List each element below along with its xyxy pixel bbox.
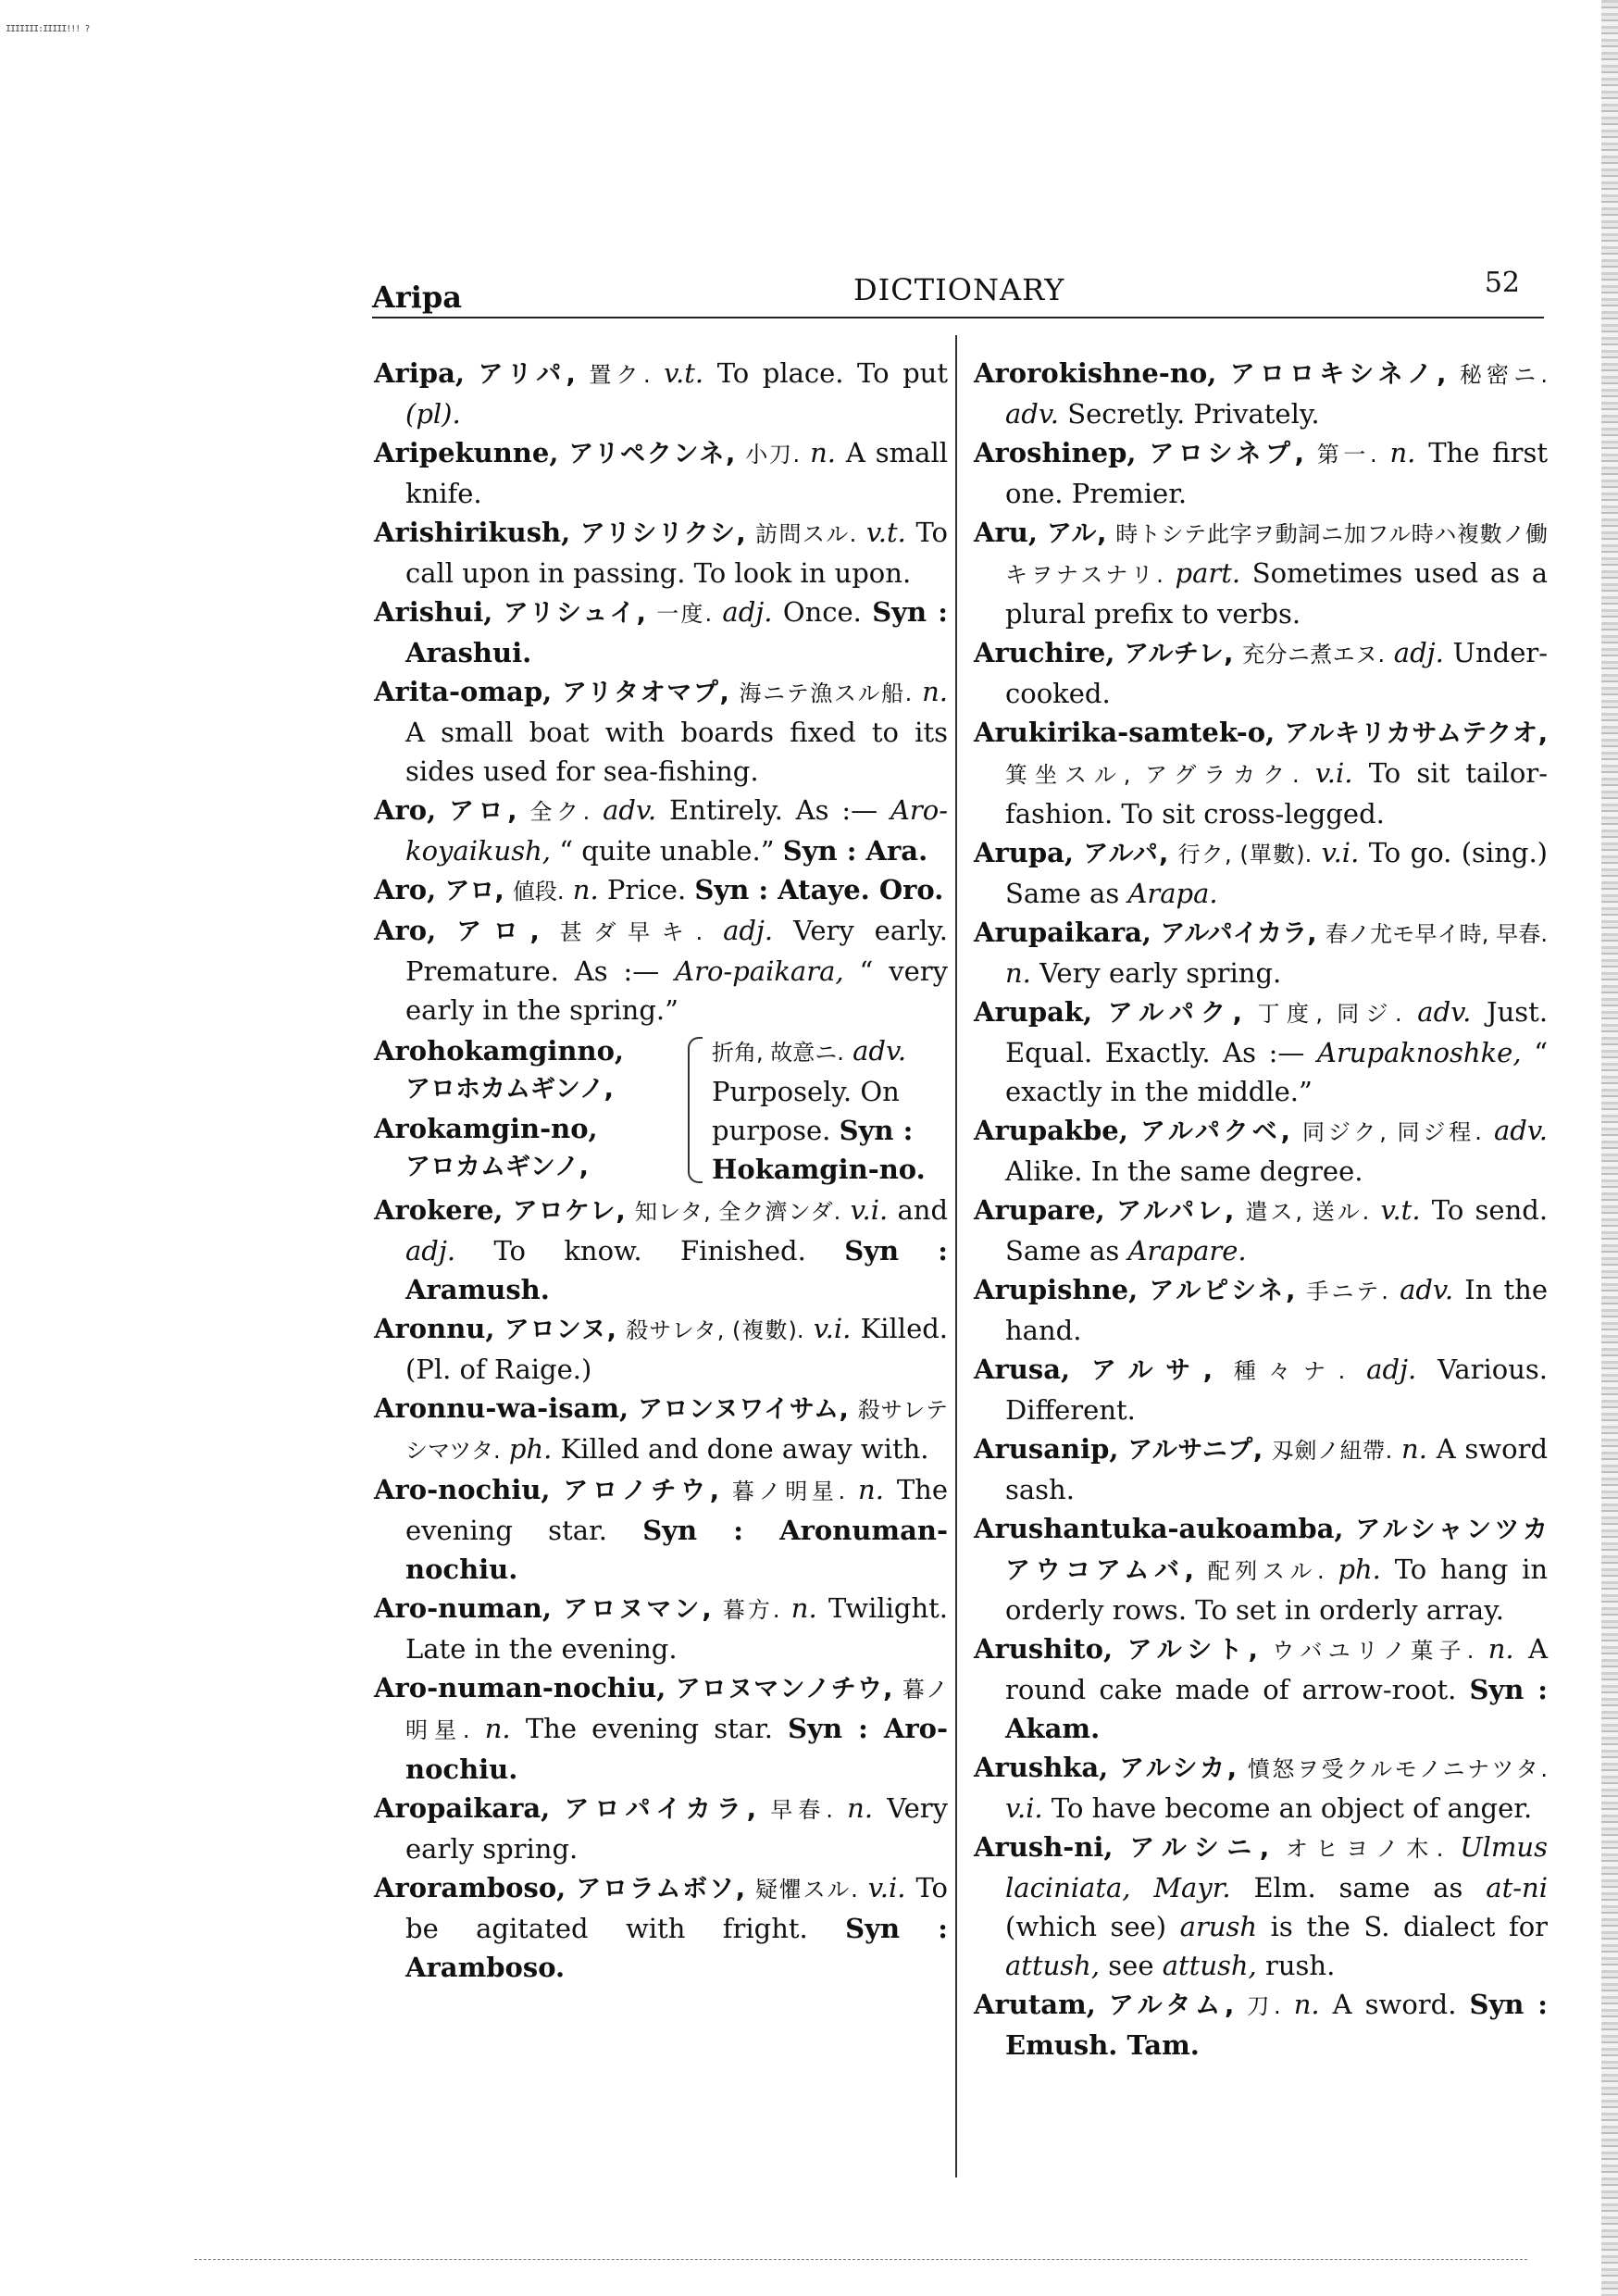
scan-mark: IIIIIII:IIIII!!! ? — [6, 24, 90, 34]
dictionary-entry — [974, 1629, 1548, 1748]
part-of-speech: v.i. — [867, 1872, 906, 1903]
dictionary-entry — [374, 433, 948, 513]
definition: A small knife. — [405, 437, 948, 509]
brace — [688, 1037, 703, 1183]
part-of-speech: n. — [1293, 1989, 1320, 2020]
japanese-gloss: 殺サレタ, (複數). — [626, 1317, 804, 1343]
dictionary-entry — [974, 833, 1548, 913]
part-of-speech: v.t. — [664, 357, 704, 389]
japanese-gloss: 置ク. — [589, 362, 651, 388]
headword: Aronnu, — [374, 1313, 495, 1344]
definition: Purposely. On purpose. — [712, 1076, 900, 1146]
japanese-gloss: 行ク, (單數). — [1177, 842, 1313, 867]
japanese-gloss: 丁度, 同ジ. — [1257, 1001, 1402, 1027]
example: Arapare. — [1127, 1235, 1247, 1267]
definition: The evening star. — [405, 1474, 949, 1546]
dictionary-entry — [974, 1509, 1548, 1629]
synonym: Syn : Ataye. Oro. — [694, 874, 944, 905]
japanese-gloss: 手ニテ. — [1306, 1279, 1388, 1304]
kana: アロパイカラ, — [564, 1795, 757, 1824]
part-of-speech: v.i. — [1321, 837, 1360, 868]
footer-rule — [194, 2259, 1527, 2260]
part-of-speech: n. — [858, 1474, 884, 1505]
headword: Arusanip, — [974, 1433, 1119, 1465]
definition: Just. Equal. Exactly. As :— — [1005, 996, 1549, 1068]
definition: The evening star. — [525, 1713, 773, 1744]
definition: Twilight. Late in the evening. — [405, 1592, 949, 1665]
definition: To have become an object of anger. — [1051, 1792, 1533, 1824]
japanese-gloss: 訪問スル. — [755, 521, 857, 547]
definition: Under-cooked. — [1005, 637, 1549, 709]
synonym: Syn : Aro-nochiu. — [405, 1713, 949, 1785]
kana: アリタオマプ, — [562, 679, 729, 707]
headword: Arorokishne-no, — [974, 357, 1217, 389]
kana: アロンヌワイサム, — [637, 1395, 849, 1424]
definition: To hang in orderly rows. To set in orderly array. — [1005, 1554, 1549, 1626]
definition: To go. (sing.) Same as — [1005, 837, 1548, 909]
definition: The first one. Premier. — [1005, 437, 1548, 509]
kana: アルキリカサムテクオ, — [1284, 719, 1549, 748]
part-of-speech: n. — [1487, 1633, 1514, 1665]
definition: A sword. — [1332, 1989, 1457, 2020]
kana: アリペクンネ, — [568, 440, 736, 468]
dictionary-entry — [374, 1389, 948, 1470]
kana: アルシカ, — [1119, 1754, 1237, 1783]
definition: “ quite unable.” — [559, 835, 775, 867]
part-of-speech: adj. — [1393, 637, 1444, 668]
dictionary-entry — [374, 1789, 948, 1868]
headword: Arusa, — [974, 1354, 1071, 1385]
synonym: Syn : Hokamgin-no. — [712, 1115, 926, 1185]
kana: アロンヌ, — [504, 1316, 616, 1344]
example: attush, — [1162, 1950, 1257, 1981]
example: Ulmus laciniata, Mayr. — [1005, 1831, 1548, 1903]
dictionary-entry — [374, 1868, 948, 1987]
japanese-gloss: 第一. — [1316, 442, 1377, 468]
definition: is the S. dialect for — [1270, 1911, 1549, 1942]
kana: アリシリクシ, — [579, 519, 746, 548]
kana: アロノチウ, — [563, 1477, 719, 1505]
example: at-ni — [1486, 1872, 1548, 1903]
definition: To sit tailor-fashion. To sit cross-legged. — [1005, 757, 1549, 830]
headword: Aroshinep, — [974, 437, 1137, 468]
right-column — [974, 354, 1548, 2065]
definition: A sword sash. — [1005, 1433, 1549, 1505]
part-of-speech: v.i. — [1314, 757, 1353, 789]
dictionary-entry — [374, 1470, 948, 1589]
headword: Arush-ni, — [974, 1831, 1114, 1863]
example: Arupaknoshke, — [1317, 1037, 1522, 1068]
japanese-gloss: 知レタ, 全ク濟ンダ. — [634, 1199, 841, 1225]
headword: Arushantuka-aukoamba, — [974, 1513, 1344, 1544]
part-of-speech: adv. — [603, 794, 657, 826]
part-of-speech: adj. — [1366, 1354, 1417, 1385]
japanese-gloss: 同ジク, 同ジ程. — [1302, 1119, 1482, 1145]
definition: “ very early in the spring.” — [405, 955, 949, 1026]
part-of-speech: n. — [922, 676, 949, 707]
dictionary-entry — [374, 672, 948, 791]
part-of-speech: n. — [1389, 437, 1416, 468]
japanese-gloss: 秘密ニ. — [1459, 362, 1549, 388]
headword: Arokere, — [374, 1194, 504, 1226]
kana: アルシャンツカアウコアムバ, — [1005, 1516, 1548, 1585]
kana: アルパレ, — [1115, 1197, 1235, 1226]
kana: アルタム, — [1108, 1991, 1235, 2020]
kana: アロ, — [449, 797, 517, 826]
dictionary-entry — [974, 1985, 1548, 2065]
kana: アルサ, — [1090, 1356, 1213, 1385]
part-of-speech: n. — [484, 1713, 511, 1744]
kana: アロヌマン, — [563, 1595, 712, 1624]
scanned-page-edge — [1601, 0, 1618, 2296]
dictionary-entry — [374, 513, 948, 593]
headword: Arushka, — [974, 1752, 1109, 1783]
kana: アルパ, — [1083, 840, 1169, 868]
part-of-speech: adj. — [723, 915, 774, 946]
part-of-speech: adv. — [853, 1035, 907, 1067]
headword: Aro, — [374, 794, 437, 826]
definition: “ exactly in the middle.” — [1005, 1037, 1549, 1107]
kana: アルサニプ, — [1127, 1436, 1263, 1465]
example: Arapa. — [1127, 878, 1218, 909]
japanese-gloss: 配列スル. — [1207, 1558, 1325, 1584]
definition: Various. Different. — [1005, 1354, 1549, 1426]
example: Aro-koyaikush, — [405, 794, 949, 867]
kana: アロ, — [444, 877, 504, 905]
headword: Aro, — [374, 874, 437, 905]
dictionary-entry — [374, 593, 948, 672]
japanese-gloss: 暮ノ明星. — [405, 1677, 949, 1743]
definition: To place. To put — [716, 357, 949, 389]
definition: Price. — [606, 874, 687, 905]
japanese-gloss: 時トシテ此字ヲ動詞ニ加フル時ハ複數ノ働キヲナスナリ. — [1005, 521, 1548, 588]
japanese-gloss: 疑懼スル. — [755, 1877, 858, 1903]
example: Aro-paikara, — [675, 955, 844, 987]
dictionary-entry — [374, 1191, 948, 1309]
plural-note: (pl). — [405, 398, 461, 430]
dictionary-entry — [974, 713, 1548, 833]
dictionary-entry — [374, 791, 948, 870]
kana: アロ, — [456, 917, 540, 946]
part-of-speech: n. — [790, 1592, 817, 1624]
kana: アルパクベ, — [1140, 1117, 1290, 1146]
headword: Aro, — [374, 915, 437, 946]
kana: アルピシネ, — [1149, 1277, 1296, 1305]
group-headword: Arokamgin-no, — [374, 1113, 598, 1144]
kana: アロシネプ, — [1149, 440, 1304, 468]
headword: Aro-numan-nochiu, — [374, 1672, 666, 1703]
part-of-speech: v.i. — [813, 1313, 852, 1344]
definition: see — [1108, 1950, 1154, 1981]
example: attush, — [1005, 1950, 1101, 1981]
part-of-speech: part. — [1175, 557, 1241, 589]
headword: Arishirikush, — [374, 517, 571, 548]
headword: Arukirika-samtek-o, — [974, 717, 1276, 748]
headword: Aro-nochiu, — [374, 1474, 551, 1505]
dictionary-entry — [974, 513, 1548, 633]
japanese-gloss: 刀. — [1247, 1993, 1281, 2019]
kana: アルパク, — [1107, 999, 1242, 1028]
synonym: Syn : Arashui. — [405, 596, 949, 668]
dictionary-entry — [974, 354, 1548, 433]
headword: Arupakbe, — [974, 1115, 1128, 1146]
definition: Elm. same as — [1253, 1872, 1463, 1903]
japanese-gloss: 種々ナ. — [1233, 1358, 1346, 1384]
part-of-speech: ph. — [1338, 1554, 1381, 1585]
dictionary-entry — [374, 1309, 948, 1389]
page-header — [372, 261, 1544, 317]
synonym: Syn : Ara. — [782, 835, 928, 867]
japanese-gloss: 殺サレテシマツタ. — [405, 1397, 948, 1464]
definition: Very early spring. — [1039, 957, 1282, 989]
definition: (which see) — [1005, 1911, 1167, 1942]
synonym: Syn : Aronuman-nochiu. — [405, 1515, 948, 1585]
japanese-gloss: 充分ニ煮エヌ. — [1242, 642, 1386, 668]
part-of-speech: v.t. — [1380, 1194, 1421, 1226]
synonym: Syn : Aramboso. — [405, 1913, 949, 1983]
dictionary-entry — [374, 354, 948, 433]
definition: Very early spring. — [405, 1792, 948, 1865]
definition: To be agitated with fright. — [405, 1872, 949, 1944]
kana: アルチレ, — [1124, 640, 1234, 668]
japanese-gloss: 一度. — [656, 601, 713, 627]
dictionary-entry — [374, 870, 948, 911]
headword: Aripekunne, — [374, 437, 559, 468]
kana: アル, — [1046, 519, 1107, 548]
dictionary-entry — [974, 1111, 1548, 1191]
group-headword: Arohokamginno, — [374, 1035, 625, 1067]
dictionary-entry — [974, 1828, 1548, 1985]
group-definition — [710, 1031, 948, 1189]
page-title: DICTIONARY — [853, 272, 1065, 307]
definition: Once. — [782, 596, 862, 628]
headword: Arishui, — [374, 596, 493, 628]
part-of-speech: v.i. — [1005, 1792, 1043, 1824]
part-of-speech: ph. — [508, 1433, 553, 1465]
kana: アロヌマンノチウ, — [675, 1675, 893, 1703]
dictionary-entry — [974, 1270, 1548, 1350]
kana: アリパ, — [478, 360, 576, 389]
headword: Arushito, — [974, 1633, 1114, 1665]
part-of-speech: adv. — [1005, 398, 1060, 430]
kana: アロラムボソ, — [576, 1875, 745, 1903]
part-of-speech: adj. — [405, 1235, 456, 1267]
synonym: Syn : Emush. Tam. — [1005, 1989, 1548, 2061]
left-column — [374, 354, 948, 1987]
synonym: Syn : Aramush. — [405, 1235, 949, 1305]
group-kana: アロカムギンノ, — [405, 1153, 589, 1181]
part-of-speech: n. — [1005, 957, 1031, 989]
headword: Arupak, — [974, 996, 1093, 1028]
part-of-speech: n. — [847, 1792, 874, 1824]
part-of-speech: n. — [1401, 1433, 1427, 1465]
part-of-speech: adj. — [722, 596, 773, 628]
japanese-gloss: 刄劍ノ紐帶. — [1271, 1438, 1393, 1464]
japanese-gloss: 値段. — [512, 879, 565, 905]
definition: rush. — [1265, 1950, 1336, 1981]
dictionary-entry — [974, 633, 1548, 713]
kana: アルシニ, — [1129, 1834, 1270, 1863]
column-divider — [955, 335, 957, 2177]
definition: Sometimes used as a plural prefix to verbs. — [1005, 557, 1548, 630]
part-of-speech: n. — [810, 437, 837, 468]
japanese-gloss: 折角, 故意ニ. — [712, 1040, 844, 1066]
headword: Aripa, — [374, 357, 465, 389]
dictionary-entry — [974, 913, 1548, 992]
kana: アルシト, — [1126, 1636, 1258, 1665]
japanese-gloss: 早春. — [770, 1797, 833, 1823]
japanese-gloss: 春ノ尤モ早イ時, 早春. — [1325, 921, 1549, 947]
headword: Arupa, — [974, 837, 1075, 868]
headword: Aruchire, — [974, 637, 1115, 668]
kana: アリシュイ, — [503, 599, 646, 628]
dictionary-entry — [974, 433, 1548, 513]
dictionary-entry — [374, 911, 948, 1029]
japanese-gloss: 箕坐スル, アグラカク. — [1005, 762, 1300, 788]
japanese-gloss: 遣ス, 送ル. — [1245, 1199, 1370, 1225]
example: arush — [1179, 1911, 1258, 1942]
running-head: Aripa — [372, 280, 462, 315]
headword: Arupaikara, — [974, 917, 1151, 948]
kana: アロロキシネノ, — [1229, 360, 1447, 389]
definition: Entirely. As :— — [668, 794, 878, 826]
dictionary-entry — [374, 1589, 948, 1668]
definition: To call upon in passing. To look in upon. — [405, 517, 948, 589]
definition: Very early. Premature. As :— — [405, 915, 949, 987]
dictionary-entry — [974, 992, 1548, 1111]
part-of-speech: v.i. — [850, 1194, 889, 1226]
definition: To send. Same as — [1005, 1194, 1549, 1267]
japanese-gloss: 海ニテ漁スル船. — [739, 680, 913, 706]
headword: Aronnu-wa-isam, — [374, 1392, 629, 1424]
grouped-headwords — [374, 1031, 684, 1189]
japanese-gloss: 甚ダ早キ. — [559, 919, 703, 945]
kana: アルパイカラ, — [1160, 919, 1317, 948]
headword: Arupare, — [974, 1194, 1105, 1226]
japanese-gloss: 暮ノ明星. — [731, 1479, 846, 1504]
definition: and — [897, 1194, 949, 1226]
part-of-speech: adv. — [1493, 1115, 1548, 1146]
japanese-gloss: オヒヨノ木. — [1285, 1836, 1444, 1862]
definition: A small boat with boards fixed to its sides used for sea-fishing. — [405, 717, 948, 787]
definition: Secretly. Privately. — [1067, 398, 1320, 430]
japanese-gloss: 憤怒ヲ受クルモノニナツタ. — [1247, 1756, 1549, 1782]
dictionary-entry — [974, 1429, 1548, 1509]
grouped-entry — [374, 1031, 948, 1189]
headword: Aru, — [974, 517, 1038, 548]
headword: Aropaikara, — [374, 1792, 551, 1824]
part-of-speech: adv. — [1417, 996, 1472, 1028]
group-kana: アロホカムギンノ, — [405, 1075, 614, 1104]
kana: アロケレ, — [512, 1197, 626, 1226]
japanese-gloss: ウバユリノ菓子. — [1272, 1638, 1475, 1664]
header-rule — [372, 317, 1544, 318]
japanese-gloss: 全ク. — [529, 799, 591, 825]
dictionary-entry — [974, 1350, 1548, 1429]
definition: A round cake made of arrow-root. — [1005, 1633, 1549, 1705]
dictionary-entry — [974, 1748, 1548, 1828]
headword: Arupishne, — [974, 1274, 1139, 1305]
part-of-speech: adv. — [1400, 1274, 1454, 1305]
part-of-speech: n. — [572, 874, 599, 905]
dictionary-entry — [974, 1191, 1548, 1270]
definition: To know. Finished. — [493, 1235, 806, 1267]
headword: Arutam, — [974, 1989, 1096, 2020]
definition: In the hand. — [1005, 1274, 1549, 1346]
part-of-speech: v.t. — [865, 517, 906, 548]
definition: Killed. (Pl. of Raige.) — [405, 1313, 949, 1385]
page-number: 52 — [1484, 267, 1520, 299]
definition: Killed and done away with. — [560, 1433, 929, 1465]
synonym: Syn : Akam. — [1005, 1674, 1548, 1744]
japanese-gloss: 小刀. — [745, 442, 801, 468]
headword: Aroramboso, — [374, 1872, 566, 1903]
japanese-gloss: 暮方. — [722, 1597, 780, 1623]
headword: Aro-numan, — [374, 1592, 552, 1624]
headword: Arita-omap, — [374, 676, 553, 707]
definition: Alike. In the same degree. — [1005, 1155, 1363, 1187]
dictionary-entry — [374, 1668, 948, 1789]
